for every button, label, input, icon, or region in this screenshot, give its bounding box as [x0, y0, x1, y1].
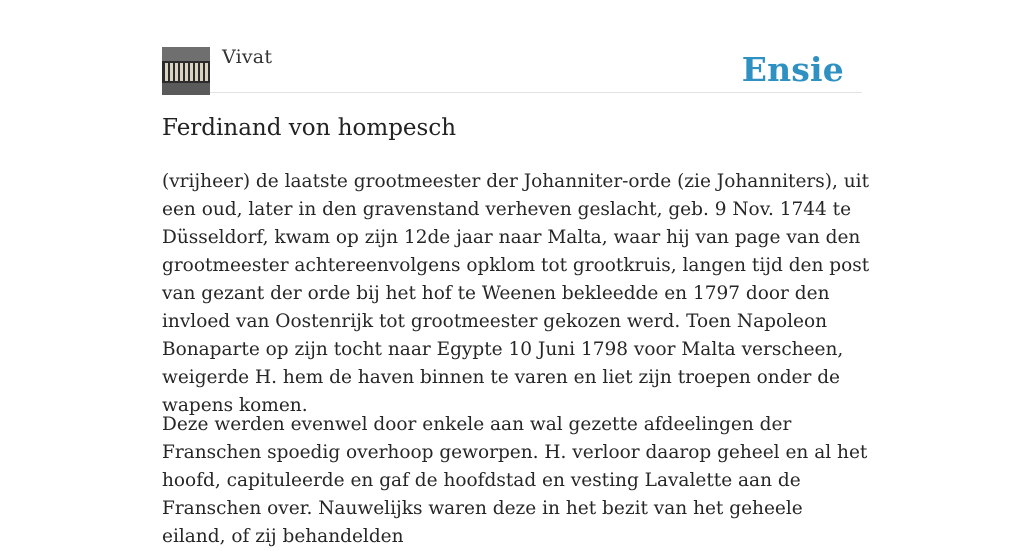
- brand-logo[interactable]: Ensie: [741, 50, 844, 89]
- article-page: [162, 0, 870, 547]
- article-paragraph: Deze werden evenwel door enkele aan wal gezette afdeelingen der Franschen spoedig overhoop geworpen. H. verloor daarop geheel en al het hoofd, capituleerde en gaf de hoofdstad en vesting Lavalette aan de Franschen over. Nauwelijks waren deze in het bezit van het geheele eiland, of zij behandelden: [162, 414, 868, 547]
- author-name[interactable]: Vivat: [222, 46, 273, 68]
- author-avatar[interactable]: [162, 47, 210, 95]
- article-title: Ferdinand von hompesch: [162, 115, 457, 141]
- article-paragraph: (vrijheer) de laatste grootmeester der Johanniter-orde (zie Johanniters), uit een oud, later in den gravenstand verheven geslacht, geb. 9 Nov. 1744 te Düsseldorf, kwam op zijn 12de jaar naar Malta, waar hij van page van den grootmeester achtereenvolgens opklom tot grootkruis, langen tijd den post van gezant der orde bij het hof te Weenen bekleedde en 1797 door den invloed van Oostenrijk tot grootmeester gekozen werd. Toen Napoleon Bonaparte op zijn tocht naar Egypte 10 Juni 1798 voor Malta verscheen, weigerde H. hem de haven binnen te varen en liet zijn troepen onder de wapens komen.: [162, 171, 870, 416]
- article-header: [162, 0, 862, 93]
- typewriter-keys-icon: [162, 47, 210, 95]
